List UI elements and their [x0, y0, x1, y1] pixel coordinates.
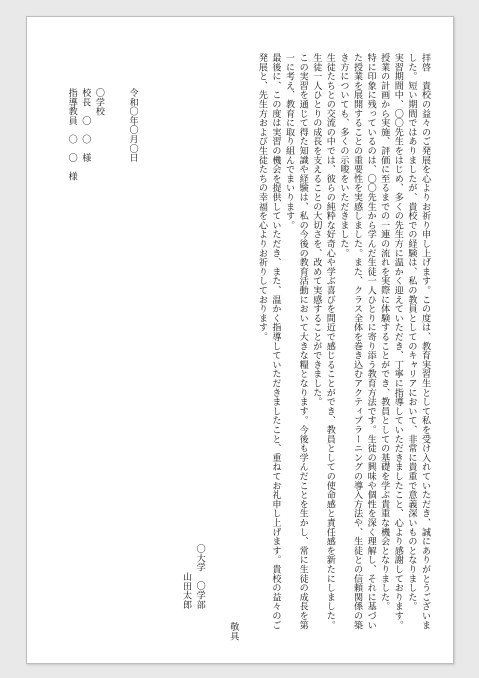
recipient-supervisor: 指導教員 〇 〇 様 [66, 88, 77, 181]
letter-page [26, 16, 454, 664]
closing-keigu: 敬具 [228, 622, 239, 641]
letter-body [64, 53, 431, 663]
paragraph-greeting: 拝啓 貴校の益々のご発展を心よりお祈り申し上げます。この度は、教育実習生として私を受け入れていただき、誠にありがとうございました。短い期間ではありましたが、貴校での経験は、私の教員としてのキャリアにおいて、非常に貴重で意義深いものとなりました。 [406, 53, 430, 630]
spacer [105, 53, 125, 663]
sender-affiliation: 〇大学 〇学部 [194, 543, 205, 609]
letter-date: 令和〇年〇月〇日 [127, 88, 138, 163]
paragraph-future: この実習を通じて得た知識や経験は、私の今後の教育活動において大きな糧となります。今後も学んだことを生かし、常に生徒の成長を第一に考え、教育に取り組んでまいります。 [284, 53, 308, 630]
spacer [239, 53, 254, 663]
spacer [159, 53, 179, 663]
spacer [139, 53, 159, 663]
spacer [206, 53, 226, 663]
recipient-school: 〇学校 [93, 88, 104, 116]
paragraph-impression: 特に印象に残っているのは、〇〇先生から学んだ生徒一人ひとりに寄り添う教育方法です。生徒の興味や個性を深く理解し、それに基づいた授業を展開することの重要性を実感しました。また、クラス全体を巻き込むアクティブラーニングの導入方法や、生徒との信頼関係の築き方についても、多くの示唆をいただきました。 [338, 53, 376, 630]
sender-name: 山田太郎 [181, 571, 192, 609]
recipient-principal: 校長 〇 〇 様 [80, 88, 91, 163]
paragraph-students: 生徒たちとの交流の中では、彼らの純粋な好奇心や学ぶ喜びを間近で感じることができ、教員としての使命感と責任感を新たにしました。生徒一人ひとりの成長を支えることの大切さを、改めて実感することができました。 [311, 53, 335, 630]
paragraph-gratitude: 実習期間中、〇〇先生をはじめ、多くの先生方に温かく迎えていただき、丁寧に指導していただきましたこと、心より感謝しております。授業の計画から実施、評価に至るまでの一連の流れを実際に体験することができ、教員としての基礎を学ぶ貴重な機会となりました。 [379, 53, 403, 630]
paragraph-final: 最後に、この度は実習の機会を提供していただき、また、温かく指導していただきましたこと、重ねてお礼申し上げます。貴校の益々のご発展と、先生方および生徒たちの幸福を心よりお祈りしております。 [256, 53, 281, 630]
